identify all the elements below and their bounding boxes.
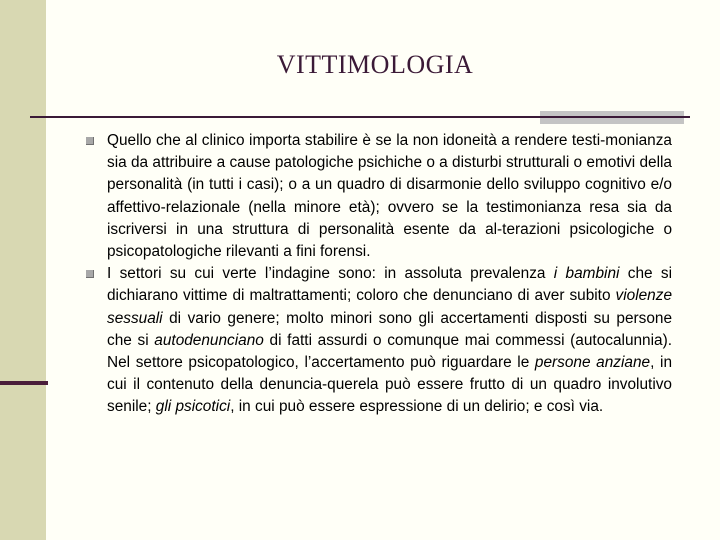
bullet-text [107,265,672,415]
bullet-text-segment: che si dichiarano vittime di maltrattamenti; coloro che denunciano di aver subito [107,265,673,305]
slide-body [86,130,672,419]
left-decorative-band [0,0,46,540]
bullet-text-emphasis: violenze sessuali [107,287,672,327]
bullet-text-segment: , in cui il contenuto della denuncia-querela può essere frutto di un quadro involutivo senile; [107,354,673,416]
bullet-text-emphasis: i bambini [553,265,620,283]
bullet-item [86,263,672,418]
bullet-text-emphasis: persone anziane [534,354,651,372]
bullet-text [107,132,672,260]
title-rule-accent-bottom [540,118,684,124]
bullet-text-segment: di fatti assurdi o comunque mai commessi (autocalunnia). Nel settore psicopatologico, l’accertamento può riguardare le [107,331,672,372]
bullet-text-segment: di vario genere; molto minori sono gli accertamenti disposti su persone che si [107,309,672,349]
title-rule-accent-top [540,111,684,116]
bullet-text-segment: Quello che al clinico importa stabilire è se la non idoneità a rendere testi-monianza sia da attribuire a cause patologiche psichiche o a disturbi strutturali o emotivi della personalità (in tutti i casi); o a un quadro di disarmonie dello sviluppo cognitivo e/o affettivo-relazionale (nella minore età); ovvero se la testimonianza resa sia da iscriversi in una struttura di personalità esente da al-terazioni psicologiche o psicopatologiche rilevanti a fini forensi. [107,132,672,261]
bullet-text-emphasis: autodenunciano [154,331,264,349]
bullet-text-segment: , in cui può essere espressione di un delirio; e così via. [230,398,604,416]
bullet-text-segment: I settori su cui verte l’indagine sono: in assoluta prevalenza [107,265,554,283]
square-bullet-icon [86,270,94,278]
slide-title: VITTIMOLOGIA [276,50,474,79]
square-bullet-icon [86,137,94,145]
bullet-text-emphasis: gli psicotici [155,398,231,416]
left-accent-bar [0,381,48,385]
bullet-item [86,130,672,263]
